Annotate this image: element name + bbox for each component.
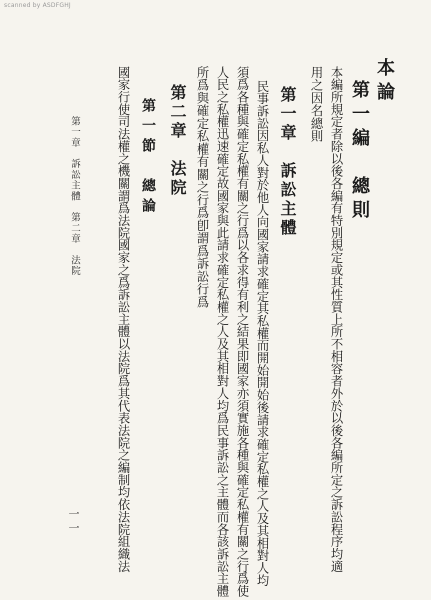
section1-heading: 第一節 總論	[140, 98, 156, 218]
chapter1-paragraph-line-4: 所爲與確定私權有關之行爲卽謂爲訴訟行爲	[195, 66, 209, 309]
chapter1-heading: 第一章 訴訟主體	[278, 86, 297, 238]
running-header: 第一章 訴訟主體 第二章 法院	[69, 116, 80, 277]
part-title: 本論	[374, 58, 395, 106]
book-paragraph-line-2: 用之因名總則	[309, 66, 323, 143]
book-heading: 第一編 總則	[349, 80, 370, 224]
section1-paragraph-line-1: 國家行使司法權之機關謂爲法院國家之爲訴訟主體以法院爲其代表法院之編制均依法院組織法	[116, 66, 130, 573]
chapter1-paragraph-line-1: 民事訴訟因私人對於他人向國家請求確定其私權而開始開始後請求確定私權之人及其相對人均	[255, 80, 269, 587]
watermark-text: scanned by ASDFGHJ	[4, 2, 71, 9]
chapter2-heading: 第二章 法院	[168, 84, 187, 198]
chapter1-paragraph-line-3: 人民之私權迅速確定故國家與此請求確定私權之人及其相對人均爲民事訴訟之主體而各該訴訟主體	[215, 66, 229, 598]
chapter1-paragraph-line-2: 須爲各種與確定私權有關之行爲以各求得有利之結果即國家亦須實施各種與確定私權有關之行爲使	[235, 66, 249, 598]
page-number: 一一	[67, 508, 80, 536]
book-paragraph-line-1: 本編所規定者除以後各編有特別規定或其性質上所不相容者外於以後各編所定之訴訟程序均適	[329, 66, 343, 573]
